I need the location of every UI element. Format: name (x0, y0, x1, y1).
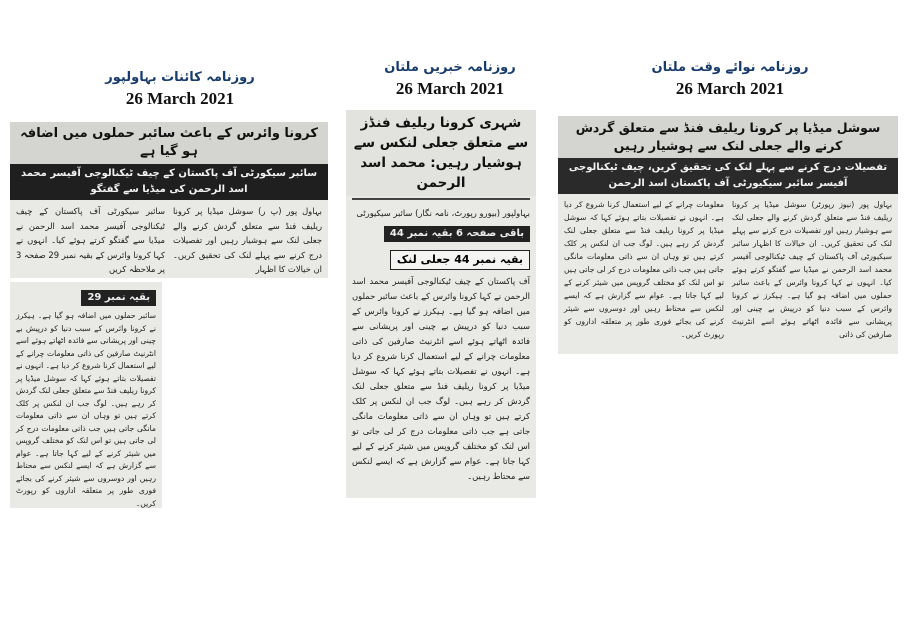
clipping-khabrain (346, 110, 536, 498)
paper-header-nawaiwaqt (600, 60, 860, 99)
clip-headline: شہری کرونا ریلیف فنڈز سے متعلق جعلی لنکس سے ہوشیار رہیں: محمد اسد الرحمن (346, 110, 536, 196)
clip-body: آف پاکستان کے چیف ٹیکنالوجی آفیسر محمد اسد الرحمن نے کہا کرونا وائرس کے باعث سائبر حملوں میں اضافہ ہو گیا ہے۔ ہیکرز نے کرونا وائرس کے سبب دنیا کو درپیش بے چینی اور پریشانی سے فائدہ اٹھاتے ہوئے اسے انٹرنیٹ صارفین کی ذاتی معلومات چرانے کے لیے استعمال کرنا شروع کر دیا ہے۔ انہوں نے تفصیلات بتاتے ہوئے کہا کہ سوشل میڈیا پر کرونا ریلیف فنڈ سے متعلق جعلی لنک گردش کر رہے ہیں۔ لوگ جب ان لنکس پر کلک کرتے ہیں تو وہاں ان سے ذاتی معلومات مانگی جاتی ہے جب ذاتی معلومات درج کر لی جاتی تو اس لنک کو مختلف گروپس میں شیئر کرنے کے لیے کہا جاتا ہے۔ عوام سے گزارش ہے کہ ایسے لنکس سے محتاط رہیں۔ (352, 275, 530, 481)
clip-headline: سوشل میڈیا پر کرونا ریلیف فنڈ سے متعلق گردش کرنے والے جعلی لنک سے ہوشیار رہیں (558, 116, 898, 158)
paper-date: 26 March 2021 (395, 79, 505, 98)
clip-subhead: تفصیلات درج کرنے سے پہلے لنک کی تحقیق کریں، چیف ٹیکنالوجی آفیسر سائبر سیکیورٹی آف پاکستان اسد الرحمن (558, 158, 898, 194)
column-left: سائبر سیکورٹی آف پاکستان کے چیف ٹیکنالوجی آفیسر محمد اسد الرحمن نے میڈیا سے گفتگو کرتے ہوئے کیا۔ انہوں نے کہا کرونا وائرس کے بقیہ نمبر 29 صفحہ 3 پر ملاحظہ کریں (16, 206, 165, 274)
clip-columns (558, 194, 898, 345)
paper-header-kainat (60, 70, 300, 109)
paper-name: روزنامہ نوائے وقت ملتان (651, 60, 809, 75)
clip-headline: کرونا وائرس کے باعث سائبر حملوں میں اضافہ ہو گیا ہے (10, 122, 328, 164)
paper-name: روزنامہ خبریں ملتان (384, 60, 516, 75)
column-right: بہاول پور (نیوز رپورٹر) سوشل میڈیا پر کرونا ریلیف فنڈ سے متعلق گردش کرنے والے جعلی لنک سے ہوشیار رہیں اور تفصیلات درج کرنے سے پہلے لنک کی تحقیق کریں۔ ان خیالات کا اظہار سائبر سیکیورٹی آف پاکستان کے چیف ٹیکنالوجی آفیسر محمد اسد الرحمن نے میڈیا سے گفتگو کرتے ہوئے کیا۔ انہوں نے کہا کرونا وائرس کے باعث سائبر حملوں میں اضافہ ہو گیا ہے۔ ہیکرز نے کرونا وائرس کے سبب دنیا کو درپیش بے چینی اور پریشانی سے فائدہ اٹھاتے ہوئے اسے انٹرنیٹ صارفین کی ذاتی (732, 200, 892, 339)
paper-header-khabrain (330, 60, 570, 99)
column-right: بہاول پور (پ ر) سوشل میڈیا پر کرونا ریلیف فنڈ سے متعلق گردش کرنے والے جعلی لنک سے ہوشیار رہیں اور تفصیلات درج کرنے سے پہلے لنک کی تحقیق کریں۔ ان خیالات کا اظہار (173, 206, 322, 274)
clip-subhead: سائبر سیکورٹی آف پاکستان کے چیف ٹیکنالوجی آفیسر محمد اسد الرحمن کی میڈیا سے گفتگو (10, 164, 328, 200)
continuation-tag: بقیہ نمبر 29 (81, 290, 156, 306)
paper-date: 26 March 2021 (675, 79, 785, 98)
column-left: معلومات چرانے کے لیے استعمال کرنا شروع کر دیا ہے۔ انہوں نے تفصیلات بتاتے ہوئے کہا کہ سوشل میڈیا پر کرونا ریلیف فنڈ سے متعلق جعلی لنک گردش کر رہے ہیں۔ لوگ جب ان لنکس پر کلک کرتے ہیں تو وہاں ان سے ذاتی معلومات مانگی جاتی ہیں جب ذاتی معلومات درج کر لی جاتی ہیں تو اس لنک کو مختلف گروپس میں شیئر کرنے کے لیے کہا جاتا ہے۔ عوام سے گزارش ہے کہ ایسے لنکس سے محتاط رہیں اور دوسروں سے شیئر کرنے کی بجائے فوری طور پر متعلقہ اداروں کو رپورٹ کریں۔ (564, 200, 724, 339)
clip-byline: بہاولپور (بیورو رپورٹ، نامہ نگار) سائبر سیکیورٹی (356, 208, 530, 218)
clipping-kainat-continuation (10, 282, 162, 508)
continuation-tag: باقی صفحہ 6 بقیہ نمبر 44 (384, 226, 530, 242)
divider (352, 198, 530, 200)
clip-body: سائبر حملوں میں اضافہ ہو گیا ہے۔ ہیکرز نے کرونا وائرس کے سبب دنیا کو درپیش بے چینی اور پریشانی سے فائدہ اٹھاتے ہوئے اسے انٹرنیٹ صارفین کی ذاتی معلومات چرانے کے لیے استعمال کرنا شروع کر دیا ہے۔ انہوں نے تفصیلات بتاتے ہوئے کہا کہ سوشل میڈیا پر کرونا ریلیف فنڈ سے متعلق جعلی لنک گردش کر رہے ہیں۔ لوگ جب ان لنکس پر کلک کرتے ہیں تو وہاں ان سے ذاتی معلومات مانگی جاتی ہیں جب ذاتی معلومات درج کر لی جاتی ہیں تو اس لنک کو مختلف گروپس میں شیئر کرنے کے لیے کہا جاتا ہے۔ عوام سے گزارش ہے کہ ایسے لنکس سے محتاط رہیں اور دوسروں سے شیئر کرنے کی بجائے فوری طور پر متعلقہ اداروں کو رپورٹ کریں۔ (16, 311, 156, 508)
clip-columns (10, 200, 328, 278)
continuation-box: بقیہ نمبر 44 جعلی لنک (390, 250, 530, 270)
paper-name: روزنامہ کائنات بہاولپور (105, 70, 255, 85)
clipping-kainat-top (10, 122, 328, 278)
clipping-nawaiwaqt (558, 116, 898, 354)
paper-date: 26 March 2021 (125, 89, 235, 108)
